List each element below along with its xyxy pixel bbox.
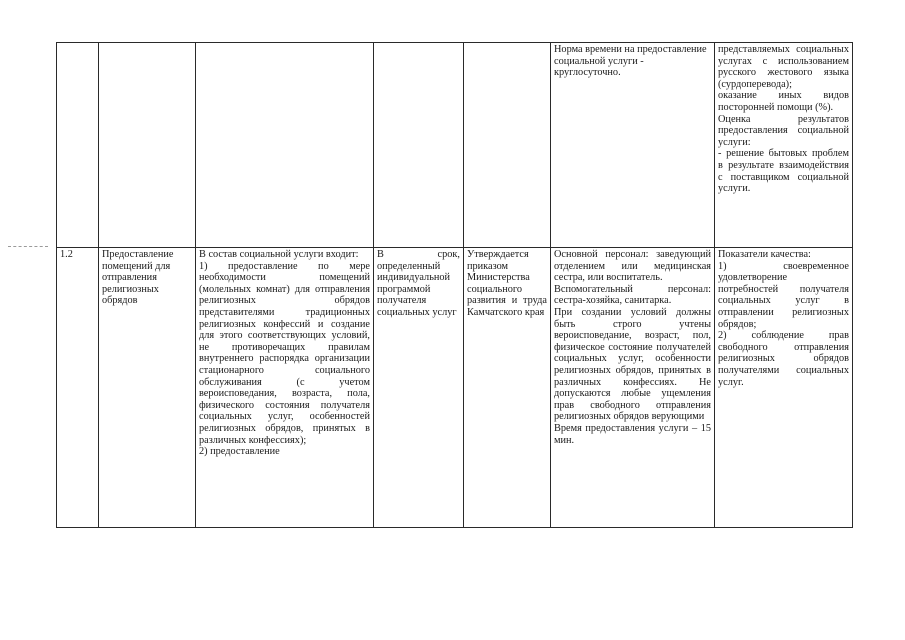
- quality-line: 1) своевременное удовлетворение потребностей получателя социальных услуг в отправлении религиозных обрядов;: [718, 260, 849, 330]
- service-name: Предоставление помещений для отправления религиозных обрядов: [102, 249, 174, 307]
- quality-line: - решение бытовых проблем в результате взаимодействия с поставщиком социальной услуги.: [718, 148, 849, 195]
- cell-approval: [464, 248, 551, 528]
- norms-text: Норма времени на предоставление социальной услуги - круглосуточно.: [554, 44, 707, 79]
- cell-service-content: [196, 43, 374, 248]
- quality-line: представляемых социальных услугах с использованием русского жестового языка (сурдоперевода);: [718, 44, 849, 90]
- quality-line: 2) соблюдение прав свободного отправления религиозных обрядов получателями социальных услуг.: [718, 330, 849, 388]
- cell-number: [57, 248, 99, 528]
- table-row: [57, 248, 853, 528]
- table-row: [57, 43, 853, 248]
- cell-quality: [715, 248, 853, 528]
- quality-line: Оценка результатов предоставления социальной услуги:: [718, 113, 849, 148]
- cell-service-name: [99, 248, 196, 528]
- norms-line: Время предоставления услуги – 15 мин.: [554, 422, 711, 446]
- quality-line: Показатели качества:: [718, 249, 811, 260]
- cell-norms: [551, 43, 715, 248]
- cell-approval: [464, 43, 551, 248]
- cell-number: [57, 43, 99, 248]
- norms-line: При создании условий должны быть строго учтены вероисповедание, возраст, пол, физическое состояние получателей социальных услуг, особенности религиозных обрядов, принятых в различных конфессиях. Не допускаются любые ущемления прав свободного отправления религиозных обрядов верующими: [554, 306, 711, 423]
- term-text: В срок, определенный индивидуальной программой получателя социальных услуг: [377, 249, 460, 318]
- cell-service-name: [99, 43, 196, 248]
- cell-quality: [715, 43, 853, 248]
- cell-service-term: [374, 248, 464, 528]
- row-number: 1.2: [60, 249, 73, 260]
- cell-service-term: [374, 43, 464, 248]
- content-line: В состав социальной услуги входит:: [199, 249, 359, 260]
- cell-service-content: [196, 248, 374, 528]
- services-table: [56, 42, 853, 528]
- approval-text: Утверждается приказом Министерства социального развития и труда Камчатского края: [467, 249, 547, 318]
- scan-artifact-line: [8, 246, 48, 247]
- norms-line: Основной персонал: заведующий отделением или медицинская сестра, или воспитатель.: [554, 249, 711, 284]
- content-line: 2) предоставление: [199, 446, 280, 458]
- content-line: 1) предоставление по мере необходимости помещений (молельных комнат) для отправления религиозных обрядов представителями традиционных религиозных конфессий и создание для этого соответствующих условий, не противоречащих правилам внутреннего распорядка организации стационарного социального обслуживания (с учетом вероисповедания, возраста, пола, физического состояния получателя социальных услуг, особенностей религиозных обрядов, принятых в различных конфессиях);: [199, 260, 370, 446]
- quality-line: оказание иных видов посторонней помощи (%).: [718, 90, 849, 113]
- norms-line: Вспомогательный персонал: сестра-хозяйка, санитарка.: [554, 283, 711, 307]
- cell-norms: [551, 248, 715, 528]
